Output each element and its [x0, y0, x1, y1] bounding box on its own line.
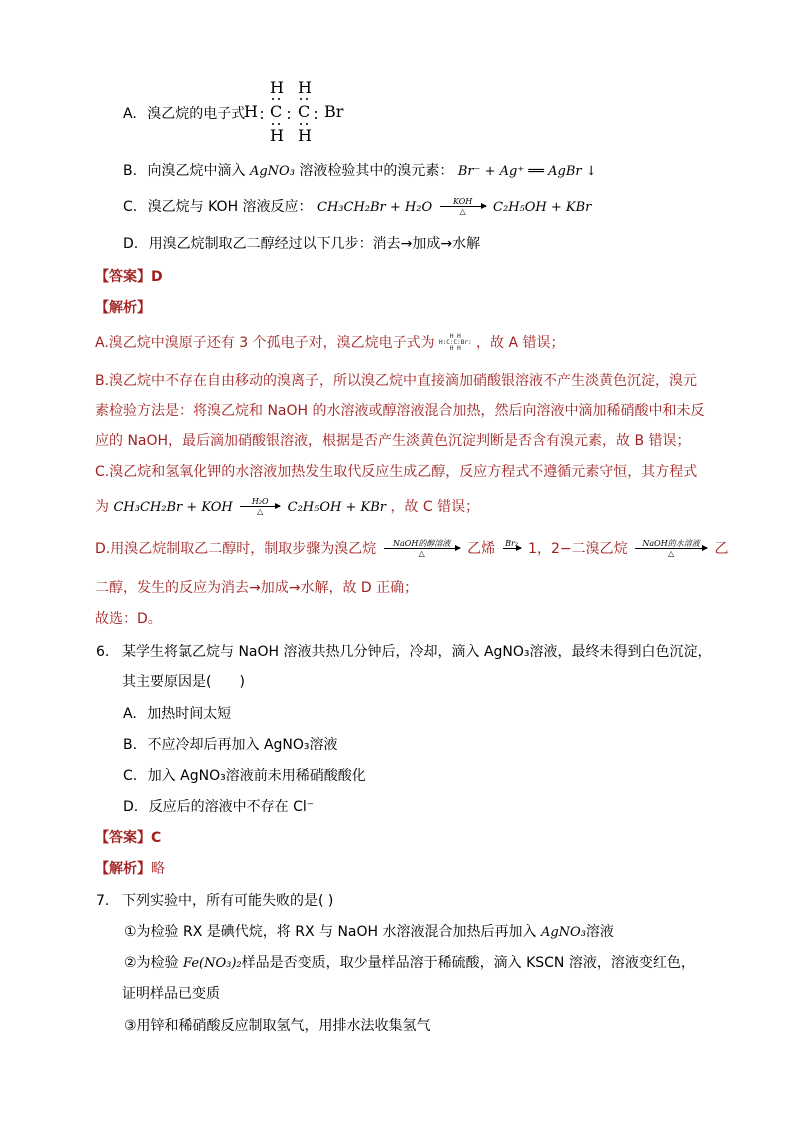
option-a-label: A. — [123, 106, 137, 122]
arrow-condition-bottom: △ — [459, 207, 466, 216]
q6-option-c — [123, 766, 366, 786]
analysis-d-arrow1 — [384, 539, 460, 559]
option-c-label: C. — [123, 199, 138, 215]
analysis-c-line2 — [95, 497, 479, 518]
analysis-c-arrow-top: H₂O — [251, 497, 269, 506]
lewis-c2: C — [298, 102, 311, 121]
q6-analysis-text: 略 — [151, 861, 165, 877]
answer-5 — [95, 267, 163, 287]
analysis-d-text1: D.用溴乙烷制取乙二醇时，制取步骤为溴乙烷 — [95, 541, 377, 557]
analysis-a — [95, 333, 565, 353]
analysis-c-prefix: 为 — [95, 499, 109, 515]
analysis-d-text3: 1，2−二溴乙烷 — [528, 541, 628, 557]
analysis-a-text2: ，故 A 错误； — [476, 335, 565, 351]
q6-answer-value: C — [151, 830, 162, 846]
option-c-rhs: C₂H₅OH + KBr — [493, 200, 592, 215]
option-b-text2: 溶液检验其中的溴元素： — [299, 163, 454, 179]
q6-option-c-text: 加入 AgNO₃溶液前未用稀硝酸酸化 — [147, 768, 366, 784]
analysis-c-suffix: ，故 C 错误； — [390, 499, 480, 515]
bromoethane-lewis-structure — [244, 78, 354, 146]
q7-item1-suffix: 溶液 — [585, 924, 614, 940]
analysis-c-arrow — [240, 497, 280, 517]
q7-item2-line2: 证明样品已变质 — [122, 986, 220, 1002]
analysis-b-line2: 素检验方法是：将溴乙烷和 NaOH 的水溶液或醇溶液混合加热，然后向溶液中滴加稀硝酸中和未反 — [95, 403, 705, 419]
agno3-formula: AgNO₃ — [249, 164, 295, 179]
analysis-b-line1: B.溴乙烷中不存在自由移动的溴离子，所以溴乙烷中直接滴加硝酸银溶液不产生淡黄色沉淀，溴元 — [95, 373, 698, 389]
lewis-c1: C — [270, 102, 283, 121]
q7-item3: ③用锌和稀硝酸反应制取氢气，用排水法收集氢气 — [124, 1018, 431, 1034]
q6-analysis-label: 【解析】 — [95, 861, 151, 877]
option-d-label: D. — [123, 236, 139, 252]
analysis-d-arrow1-top: NaOH的醇溶液 — [393, 539, 451, 548]
lewis-h-top-1: H — [270, 78, 284, 97]
q6-option-d — [123, 797, 314, 817]
q7-item1-text: ①为检验 RX 是碘代烷，将 RX 与 NaOH 水溶液混合加热后再加入 — [124, 924, 537, 940]
analysis-d-arrow1-bottom: △ — [418, 549, 425, 558]
option-c-text: 溴乙烷与 KOH 溶液反应： — [147, 199, 313, 215]
q7-item2-text: ②为检验 — [124, 955, 179, 971]
q6-option-d-label: D. — [123, 799, 139, 815]
analysis-c-line1: C.溴乙烷和氢氧化钾的水溶液加热发生取代反应生成乙醇，反应方程式不遵循元素守恒，其方程式 — [95, 464, 698, 480]
analysis-d-arrow3-bottom: △ — [667, 549, 675, 558]
answer-label: 【答案】 — [95, 269, 151, 285]
q6-number: 6. — [96, 644, 110, 660]
option-c — [123, 197, 591, 218]
analysis-d-line2: 二醇，发生的反应为消去→加成→水解，故 D 正确； — [95, 580, 419, 596]
analysis-d-line1 — [95, 539, 729, 559]
q6-option-b-label: B. — [123, 737, 138, 753]
option-c-lhs: CH₃CH₂Br + H₂O — [317, 200, 433, 215]
analysis-d-arrow2-top: Br₂ — [505, 539, 519, 548]
q6-answer — [95, 828, 161, 848]
answer-value: D — [151, 269, 163, 285]
q6-option-b-text: 不应冷却后再加入 AgNO₃溶液 — [147, 737, 338, 753]
reaction-arrow — [440, 197, 486, 217]
analysis-a-text1: A.溴乙烷中溴原子还有 3 个孤电子对，溴乙烷电子式为 — [95, 335, 435, 351]
option-a — [123, 104, 245, 124]
analysis-d-arrow3 — [635, 539, 707, 559]
option-d-text: 用溴乙烷制取乙二醇经过以下几步：消去→加成→水解 — [148, 236, 481, 252]
analysis-d-text4: 乙 — [714, 541, 729, 557]
q6-option-a-text: 加热时间太短 — [147, 706, 232, 722]
lewis-h-top-2: H — [298, 78, 312, 97]
analysis-b-line3: 应的 NaOH，最后滴加硝酸银溶液，根据是否产生淡黄色沉淀判断是否含有溴元素，故 B 错误； — [95, 433, 691, 449]
q6-option-d-text: 反应后的溶液中不存在 Cl⁻ — [148, 799, 315, 815]
choice-5: 故选：D。 — [95, 611, 162, 627]
q6-analysis — [95, 859, 165, 879]
lewis-h-bot-2: H — [298, 126, 312, 145]
q7-line1: 下列实验中，所有可能失败的是( ) — [122, 893, 334, 909]
q6-option-a — [123, 704, 231, 724]
option-a-text: 溴乙烷的电子式 — [147, 106, 246, 122]
q7-number: 7. — [96, 893, 110, 909]
q6-answer-label: 【答案】 — [95, 830, 151, 846]
lewis-h-bot-1: H — [270, 126, 284, 145]
q6-line1: 某学生将氯乙烷与 NaOH 溶液共热几分钟后，冷却，滴入 AgNO₃溶液，最终未得到白色沉淀， — [122, 644, 712, 660]
analysis-c-rhs: C₂H₅OH + KBr — [287, 500, 386, 515]
lewis-br: Br — [324, 102, 344, 121]
analysis-5-label: 【解析】 — [95, 300, 151, 316]
q7-item2 — [124, 953, 695, 974]
analysis-d-text2: 乙烯 — [467, 541, 496, 557]
option-b-text1: 向溴乙烷中滴入 — [147, 163, 246, 179]
q6-option-b — [123, 735, 338, 755]
option-b — [123, 161, 597, 182]
lewis-h-left: H — [244, 102, 258, 121]
analysis-c-lhs: CH₃CH₂Br + KOH — [113, 500, 233, 515]
q7-item2-rest: 样品是否变质，取少量样品溶于稀硫酸，滴入 KSCN 溶液，溶液变红色， — [241, 955, 695, 971]
option-b-label: B. — [123, 163, 138, 179]
arrow-condition-top: KOH — [452, 197, 473, 206]
q7-item1 — [124, 922, 614, 943]
q6-line2: 其主要原因是( ) — [122, 674, 245, 690]
option-b-equation: Br⁻ + Ag⁺ ══ AgBr ↓ — [457, 164, 597, 179]
q6-option-c-label: C. — [123, 768, 138, 784]
analysis-d-arrow3-top: NaOH的水溶液 — [642, 539, 700, 548]
small-lewis-structure: H H H:C:C:Br: H H — [439, 333, 472, 352]
analysis-c-arrow-bottom: △ — [257, 507, 264, 516]
option-d — [123, 234, 480, 254]
q6-option-a-label: A. — [123, 706, 137, 722]
q7-item1-formula: AgNO₃ — [540, 925, 586, 940]
analysis-d-arrow2 — [503, 539, 521, 559]
q7-item2-formula: Fe(NO₃)₂ — [183, 956, 242, 971]
